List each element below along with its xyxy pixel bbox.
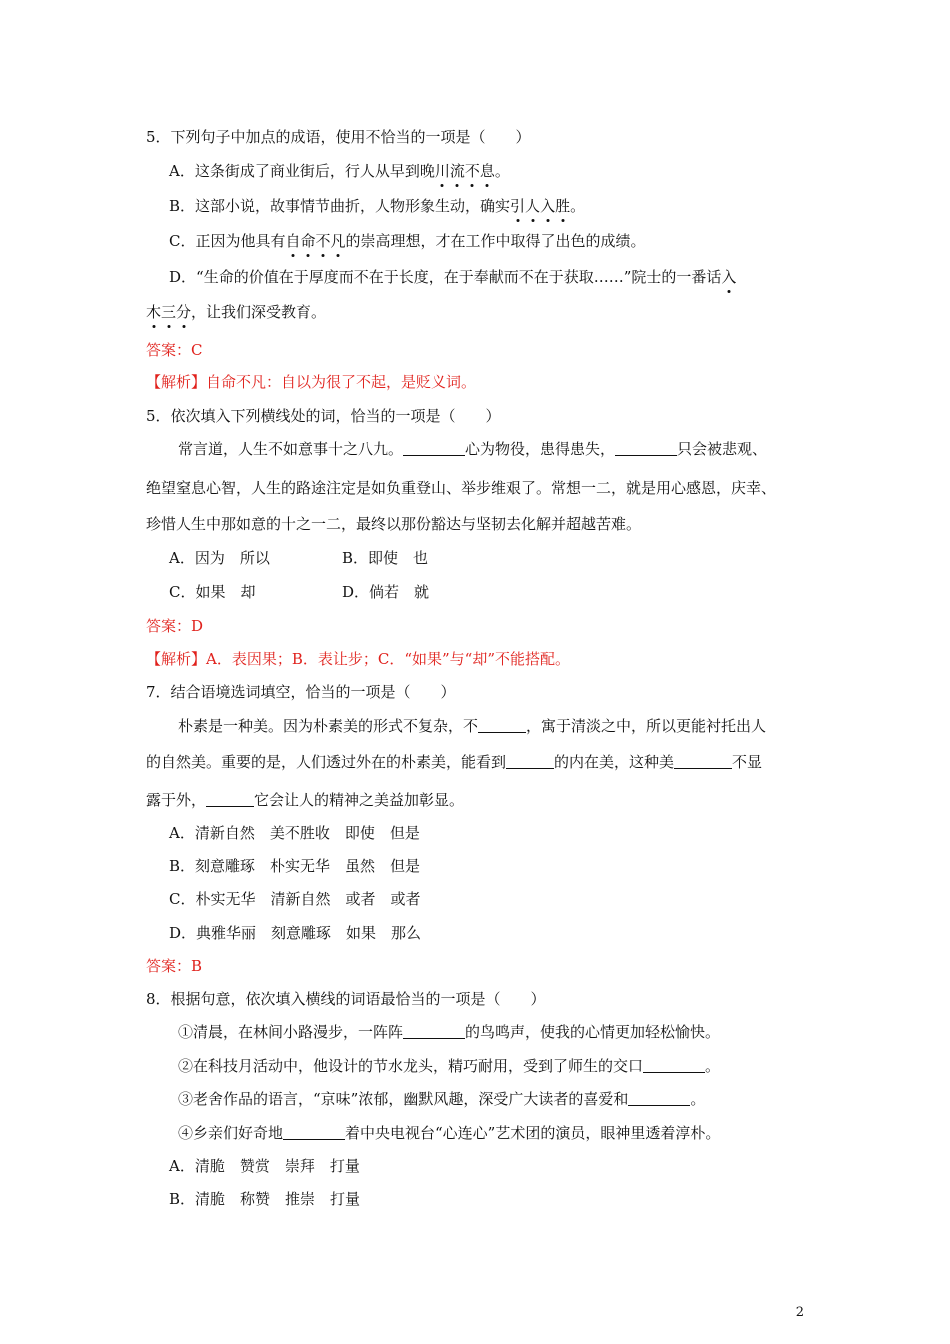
q5b-passage-line1: 常言道，人生不如意事十之八九。 心为物役，患得患失， 只会被悲观、 xyxy=(178,440,768,458)
answer-blank xyxy=(403,440,465,456)
answer-blank xyxy=(283,1124,345,1140)
q8-sentence-1: ①清晨，在林间小路漫步，一阵阵 的鸟鸣声，使我的心情更加轻松愉快。 xyxy=(178,1023,721,1041)
q7-passage-line2: 的自然美。重要的是，人们透过外在的朴素美，能看到 的内在美，这种美 不显 xyxy=(146,753,763,771)
q8-sentence-3: ③老舍作品的语言，“京味”浓郁，幽默风趣，深受广大读者的喜爱和 。 xyxy=(178,1090,706,1108)
q5b-answer: 答案：D xyxy=(146,617,204,635)
q8-sentence-4: ④乡亲们好奇地 着中央电视台“心连心”艺术团的演员，眼神里透着淳朴。 xyxy=(178,1124,721,1142)
answer-blank xyxy=(506,753,554,769)
q8-option-a: A．清脆 赞赏 崇拜 打量 xyxy=(169,1157,360,1175)
page-number: 2 xyxy=(795,1305,804,1320)
q5b-passage-line2: 绝望窒息心智，人生的路途注定是如负重登山、举步维艰了。常想一二，就是用心感恩，庆幸、 xyxy=(146,479,777,497)
q7-option-d: D．典雅华丽 刻意雕琢 如果 那么 xyxy=(169,924,422,942)
answer-blank xyxy=(403,1023,465,1039)
q5b-option-c: C．如果 却 xyxy=(169,583,256,601)
q7-passage-line1: 朴素是一种美。因为朴素美的形式不复杂，不 ，寓于清淡之中，所以更能衬托出人 xyxy=(178,717,767,735)
q5b-option-a: A．因为 所以 xyxy=(169,549,270,567)
q5-option-d-line1: D．“生命的价值在于厚度而不在于长度，在于奉献而不在于获取……”院士的一番话入 xyxy=(169,268,737,286)
q7-option-b: B．刻意雕琢 朴实无华 虽然 但是 xyxy=(169,857,421,875)
q5b-analysis: 【解析】A．表因果；B．表让步；C．“如果”与“却”不能搭配。 xyxy=(146,650,571,668)
q7-option-a: A．清新自然 美不胜收 即使 但是 xyxy=(169,824,420,842)
q5-option-b: B．这部小说，故事情节曲折，人物形象生动，确实引人入胜。 xyxy=(169,197,586,215)
answer-blank xyxy=(643,1057,705,1073)
answer-blank xyxy=(628,1090,690,1106)
answer-blank xyxy=(615,440,677,456)
q5b-option-b: B．即使 也 xyxy=(342,549,429,567)
q8-sentence-2: ②在科技月活动中，他设计的节水龙头，精巧耐用，受到了师生的交口 。 xyxy=(178,1057,721,1075)
q5-option-d-line2: 木三分，让我们深受教育。 xyxy=(146,303,327,321)
q8-option-b: B．清脆 称赞 推崇 打量 xyxy=(169,1190,361,1208)
q7-answer: 答案：B xyxy=(146,957,203,975)
answer-blank xyxy=(478,717,526,733)
question-7-stem: 7．结合语境选词填空，恰当的一项是（ ） xyxy=(146,683,456,701)
question-8-stem: 8．根据句意，依次填入横线的词语最恰当的一项是（ ） xyxy=(146,990,546,1008)
answer-blank xyxy=(206,791,254,807)
question-5-connective-stem: 5．依次填入下列横线处的词，恰当的一项是（ ） xyxy=(146,407,501,425)
q5-analysis: 【解析】自命不凡：自以为很了不起，是贬义词。 xyxy=(146,373,477,391)
q5-option-c: C．正因为他具有自命不凡的崇高理想，才在工作中取得了出色的成绩。 xyxy=(169,232,646,250)
q5b-passage-line3: 珍惜人生中那如意的十之一二，最终以那份豁达与坚韧去化解并超越苦难。 xyxy=(146,515,642,533)
question-5-idiom-stem: 5．下列句子中加点的成语，使用不恰当的一项是（ ） xyxy=(146,128,531,146)
q7-passage-line3: 露于外， 它会让人的精神之美益加彰显。 xyxy=(146,791,465,809)
q5-answer: 答案：C xyxy=(146,341,203,359)
q5-option-a: A．这条街成了商业街后，行人从早到晚川流不息。 xyxy=(169,162,510,180)
q7-option-c: C．朴实无华 清新自然 或者 或者 xyxy=(169,890,421,908)
q5b-option-d: D．倘若 就 xyxy=(342,583,430,601)
answer-blank xyxy=(674,753,732,769)
